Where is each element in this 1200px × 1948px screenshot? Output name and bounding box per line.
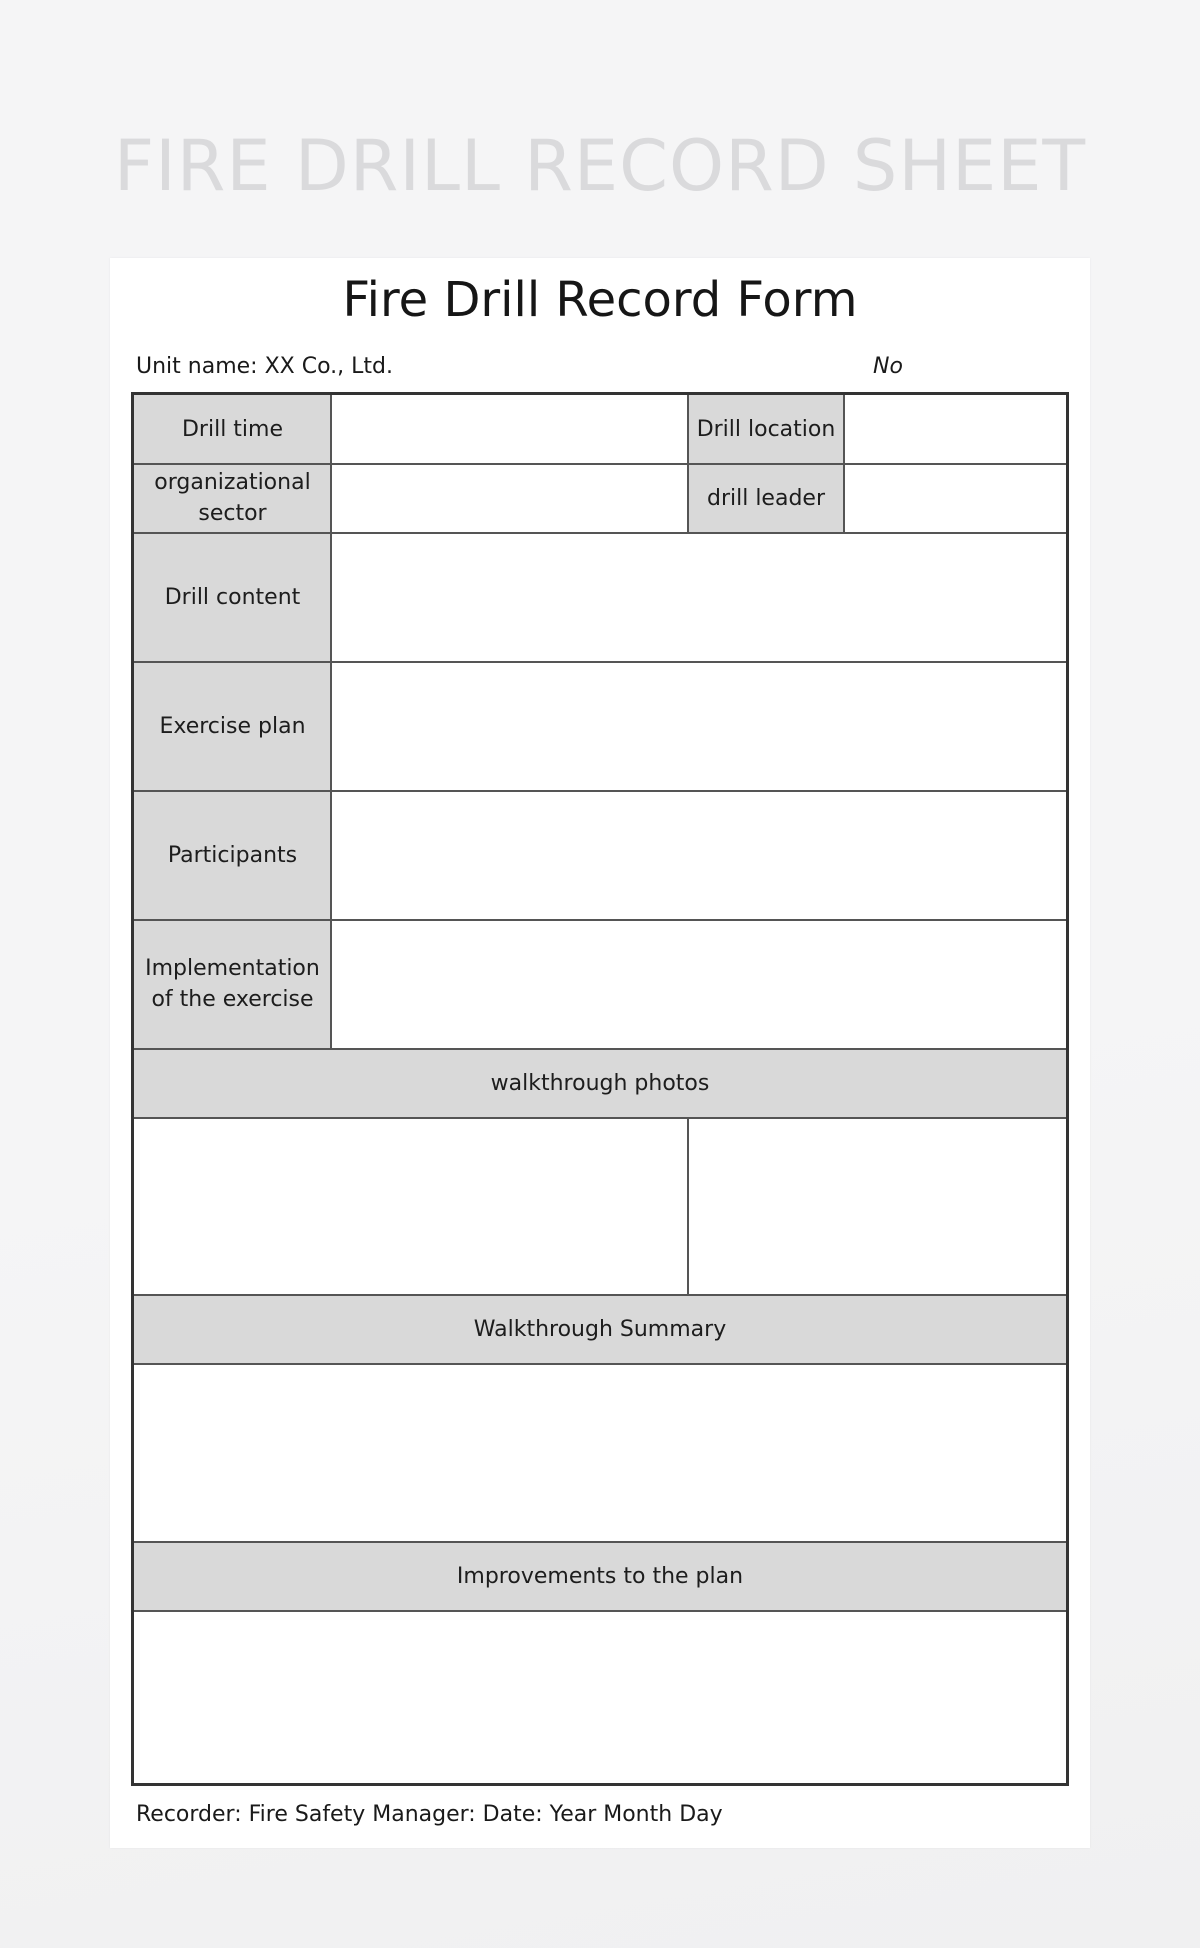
grid-line xyxy=(687,395,689,532)
photo-slot-left[interactable] xyxy=(134,1118,688,1294)
grid-line xyxy=(134,790,1066,792)
grid-line xyxy=(134,532,1066,534)
improvements-header: Improvements to the plan xyxy=(134,1542,1066,1610)
implementation-label: Implementation of the exercise xyxy=(134,920,331,1048)
drill-content-field[interactable] xyxy=(331,533,1066,661)
grid-line xyxy=(134,463,1066,465)
drill-location-label: Drill location xyxy=(688,395,844,463)
walkthrough-photos-header: walkthrough photos xyxy=(134,1049,1066,1117)
organizational-sector-field[interactable] xyxy=(331,464,688,532)
grid-line xyxy=(134,1541,1066,1543)
grid-line xyxy=(330,395,332,1048)
grid-line xyxy=(134,1048,1066,1050)
participants-field[interactable] xyxy=(331,791,1066,919)
record-table xyxy=(131,392,1069,1786)
grid-line xyxy=(134,919,1066,921)
exercise-plan-field[interactable] xyxy=(331,662,1066,790)
exercise-plan-label: Exercise plan xyxy=(134,662,331,790)
grid-line xyxy=(134,1294,1066,1296)
banner-title: FIRE DRILL RECORD SHEET xyxy=(113,125,1087,207)
drill-leader-field[interactable] xyxy=(844,464,1066,532)
walkthrough-summary-header: Walkthrough Summary xyxy=(134,1295,1066,1363)
improvements-field[interactable] xyxy=(134,1611,1066,1783)
form-title: Fire Drill Record Form xyxy=(342,272,858,328)
walkthrough-summary-field[interactable] xyxy=(134,1364,1066,1541)
grid-line xyxy=(134,1363,1066,1365)
drill-location-field[interactable] xyxy=(844,395,1066,463)
photo-slot-right[interactable] xyxy=(688,1118,1066,1294)
drill-time-field[interactable] xyxy=(331,395,688,463)
footer-signature-line: Recorder: Fire Safety Manager: Date: Year Month Day xyxy=(136,1802,723,1827)
organizational-sector-label: organizational sector xyxy=(134,464,331,532)
drill-time-label: Drill time xyxy=(134,395,331,463)
implementation-field[interactable] xyxy=(331,920,1066,1048)
drill-content-label: Drill content xyxy=(134,533,331,661)
number-label: No xyxy=(873,354,903,379)
grid-line xyxy=(687,1117,689,1294)
grid-line xyxy=(134,1117,1066,1119)
grid-line xyxy=(134,1610,1066,1612)
grid-line xyxy=(843,395,845,532)
unit-name: Unit name: XX Co., Ltd. xyxy=(136,354,393,379)
participants-label: Participants xyxy=(134,791,331,919)
grid-line xyxy=(134,661,1066,663)
drill-leader-label: drill leader xyxy=(688,464,844,532)
